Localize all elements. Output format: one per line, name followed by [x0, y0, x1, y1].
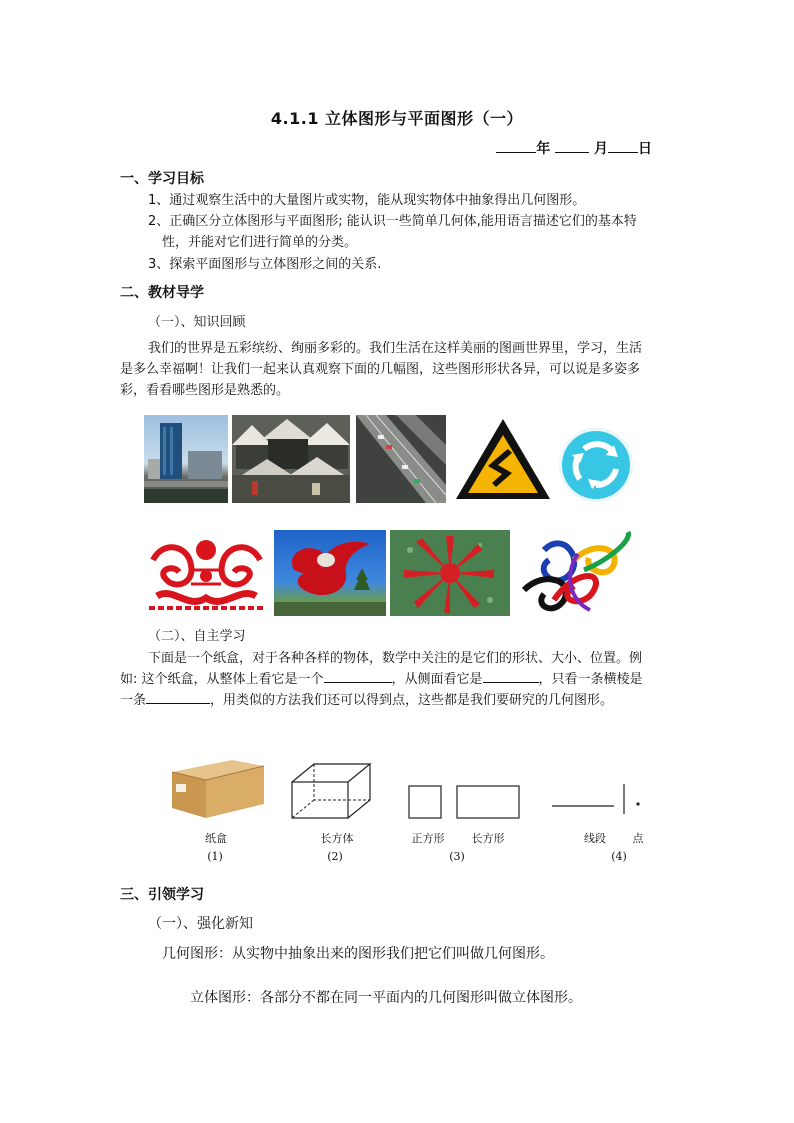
warning-sign-winding-road [452, 415, 554, 503]
self-study-line1: 下面是一个纸盒，对于各种各样的物体，数学中关注的是它们的形状、大小、位置。例 [148, 651, 643, 666]
day-label: 日 [638, 141, 652, 157]
section2-heading: 二、教材导学 [120, 285, 204, 301]
blank-edge-shape[interactable] [146, 690, 210, 704]
definition-geometric-figure: 几何图形：从实物中抽象出来的图形我们把它们叫做几何图形。 [162, 946, 554, 962]
figure-number-4: (4) [611, 850, 627, 863]
vertical-line-and-point-diagram [620, 782, 644, 818]
self-study-line3-part2: ，用类似的方法我们还可以得到点，这些都是我们要研究的几何图形。 [210, 693, 614, 708]
photo-highway [356, 415, 446, 503]
self-study-line2-part1: 如: 这个纸盒，从整体上看它是一个 [120, 672, 324, 687]
review-para-line3: 彩，看看哪些图形是熟悉的。 [120, 383, 290, 398]
day-blank[interactable] [608, 138, 638, 153]
photo-red-starfish [390, 530, 510, 616]
caption-cuboid: 长方体 [320, 832, 354, 845]
year-blank[interactable] [496, 138, 536, 153]
review-para-line2: 是多么幸福啊！让我们一起来认真观察下面的几幅图，这些图形形状各异，可以说是多姿多 [120, 362, 641, 377]
caption-paper-box: 纸盒 [205, 832, 227, 845]
photo-red-sculpture [274, 530, 386, 616]
photo-village-roofs [232, 415, 350, 503]
square-diagram [408, 784, 444, 820]
figure-number-1: (1) [207, 850, 223, 863]
month-label: 月 [594, 141, 608, 157]
blank-side-shape[interactable] [483, 669, 539, 683]
goal-1: 1、通过观察生活中的大量图片或实物，能从现实物体中抽象得出几何图形。 [148, 193, 586, 208]
photo-buildings [144, 415, 228, 503]
figure-number-3: (3) [449, 850, 465, 863]
sub-heading-reinforce: （一）、强化新知 [148, 916, 253, 932]
cuboid-diagram [288, 760, 374, 822]
cardboard-box-image [166, 756, 268, 822]
roundabout-sign [556, 427, 636, 503]
dragon-papercut [143, 530, 270, 616]
caption-square: 正方形 [411, 832, 445, 845]
sub-heading-review: （一）、知识回顾 [148, 315, 246, 330]
caption-segment: 线段 [584, 832, 606, 845]
sub-heading-self-study: （二）、自主学习 [148, 629, 246, 644]
self-study-line3 [120, 690, 613, 711]
olympic-ribbon-logo [514, 530, 634, 616]
caption-point: 点 [632, 832, 644, 845]
section1-heading: 一、学习目标 [120, 171, 204, 187]
rectangle-diagram [456, 784, 522, 820]
self-study-line2 [120, 669, 643, 690]
line-segment-diagram [550, 786, 616, 816]
self-study-line2-part3: ，只看一条横棱是 [538, 672, 643, 687]
section3-heading: 三、引领学习 [120, 887, 204, 903]
definition-solid-figure: 立体图形：各部分不都在同一平面内的几何图形叫做立体图形。 [190, 990, 582, 1006]
figure-number-2: (2) [327, 850, 343, 863]
goal-2: 2、正确区分立体图形与平面图形; 能认识一些简单几何体,能用语言描述它们的基本特 [148, 214, 637, 229]
page-title: 4.1.1 立体图形与平面图形（一） [270, 109, 524, 128]
self-study-line3-part1: 一条 [120, 693, 147, 708]
goal-3: 3、探索平面图形与立体图形之间的关系. [148, 257, 382, 272]
caption-rectangle: 长方形 [471, 832, 505, 845]
self-study-line2-part2: ，从侧面看它是 [391, 672, 483, 687]
month-blank[interactable] [555, 138, 589, 153]
goal-2-cont: 性，并能对它们进行简单的分类。 [162, 235, 358, 250]
year-label: 年 [536, 141, 551, 157]
date-line [496, 138, 652, 158]
blank-whole-shape[interactable] [324, 669, 392, 683]
review-para-line1: 我们的世界是五彩缤纷、绚丽多彩的。我们生活在这样美丽的图画世界里，学习，生活 [148, 341, 643, 356]
